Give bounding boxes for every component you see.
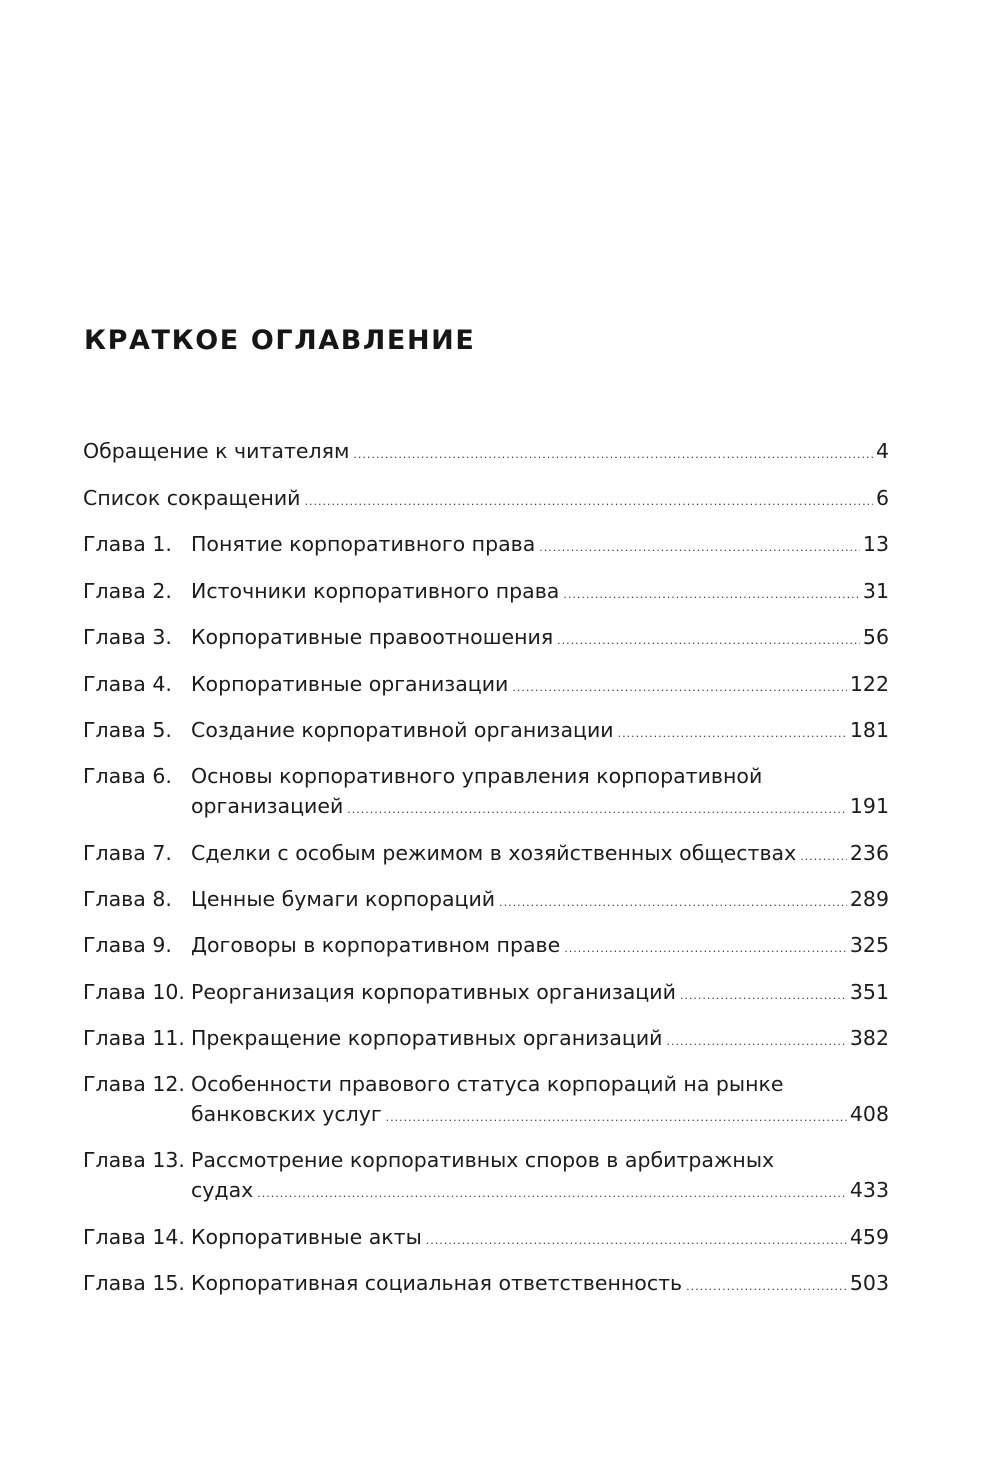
chapter-label: Глава 1.: [83, 532, 172, 556]
chapter-label: Глава 7.: [83, 841, 172, 865]
entry-title: Ценные бумаги корпораций: [191, 887, 496, 911]
leader-dots: [800, 842, 847, 872]
toc-entry-chapter-8[interactable]: [83, 884, 889, 914]
page-number: 122: [849, 672, 889, 696]
page-number: 382: [849, 1026, 889, 1050]
page-number: 181: [849, 718, 889, 742]
leader-dots: [680, 981, 847, 1011]
leader-dots: [539, 533, 860, 563]
entry-title: Корпоративная социальная ответственность: [191, 1271, 683, 1295]
page-number: 31: [862, 579, 889, 603]
leader-dots: [686, 1272, 847, 1302]
entry-title: Список сокращений: [83, 486, 301, 510]
toc-entry-chapter-3[interactable]: [83, 622, 889, 652]
chapter-label: Глава 9.: [83, 933, 172, 957]
entry-title: организацией: [191, 794, 344, 818]
chapter-label: Глава 8.: [83, 887, 172, 911]
page-number: 56: [862, 625, 889, 649]
leader-dots: [564, 934, 847, 964]
chapter-label: Глава 11.: [83, 1026, 185, 1050]
page-number: 459: [849, 1225, 889, 1249]
page-number: 6: [875, 486, 889, 510]
toc-entry-chapter-7[interactable]: [83, 838, 889, 868]
toc-entry-chapter-10[interactable]: [83, 977, 889, 1007]
entry-title: Источники корпоративного права: [191, 579, 560, 603]
toc-entry-chapter-9[interactable]: [83, 930, 889, 960]
chapter-label: Глава 5.: [83, 718, 172, 742]
page-number: 325: [849, 933, 889, 957]
entry-title: Реорганизация корпоративных организаций: [191, 980, 676, 1004]
leader-dots: [305, 487, 873, 517]
page-number: 289: [849, 887, 889, 911]
chapter-label: Глава 6.: [83, 764, 172, 788]
leader-dots: [563, 580, 860, 610]
toc-entry-chapter-11[interactable]: [83, 1023, 889, 1053]
entry-title: Создание корпоративной организации: [191, 718, 614, 742]
chapter-label: Глава 13.: [83, 1148, 185, 1172]
leader-dots: [347, 795, 847, 825]
entry-title: Понятие корпоративного права: [191, 532, 536, 556]
page-number: 4: [875, 439, 889, 463]
page-number: 351: [849, 980, 889, 1004]
toc-entry-foreword[interactable]: [83, 436, 889, 466]
entry-title-line-1: Особенности правового статуса корпораций на рынке: [191, 1072, 784, 1096]
leader-dots: [512, 673, 846, 703]
leader-dots: [257, 1179, 847, 1209]
page-number: 191: [849, 794, 889, 818]
entry-title: Корпоративные акты: [191, 1225, 422, 1249]
toc-entry-chapter-4[interactable]: [83, 669, 889, 699]
toc-entry-chapter-5[interactable]: [83, 715, 889, 745]
page-number: 433: [849, 1178, 889, 1202]
toc-entry-abbreviations[interactable]: [83, 483, 889, 513]
page-number: 503: [849, 1271, 889, 1295]
chapter-label: Глава 4.: [83, 672, 172, 696]
toc-title: КРАТКОЕ ОГЛАВЛЕНИЕ: [84, 325, 476, 356]
toc-entry-chapter-14[interactable]: [83, 1222, 889, 1252]
chapter-label: Глава 3.: [83, 625, 172, 649]
page-number: 236: [849, 841, 889, 865]
leader-dots: [667, 1027, 847, 1057]
toc-entry-chapter-2[interactable]: [83, 576, 889, 606]
chapter-label: Глава 14.: [83, 1225, 185, 1249]
toc-entry-chapter-13[interactable]: [83, 1145, 889, 1205]
chapter-label: Глава 2.: [83, 579, 172, 603]
toc-entry-chapter-15[interactable]: [83, 1268, 889, 1298]
toc-entry-chapter-6[interactable]: [83, 761, 889, 821]
leader-dots: [557, 626, 860, 656]
leader-dots: [499, 888, 847, 918]
chapter-label: Глава 10.: [83, 980, 185, 1004]
entry-title: Обращение к читателям: [83, 439, 350, 463]
entry-title: банковских услуг: [191, 1102, 382, 1126]
toc-entry-chapter-12[interactable]: [83, 1069, 889, 1129]
entry-title-line-1: Рассмотрение корпоративных споров в арбитражных: [191, 1148, 775, 1172]
leader-dots: [353, 440, 873, 470]
leader-dots: [618, 719, 847, 749]
leader-dots: [386, 1103, 847, 1133]
entry-title: Прекращение корпоративных организаций: [191, 1026, 663, 1050]
entry-title-line-1: Основы корпоративного управления корпоративной: [191, 764, 763, 788]
entry-title: Сделки с особым режимом в хозяйственных обществах: [191, 841, 797, 865]
page-number: 408: [849, 1102, 889, 1126]
page-number: 13: [862, 532, 889, 556]
entry-title: судах: [191, 1178, 254, 1202]
entry-title: Корпоративные правоотношения: [191, 625, 554, 649]
chapter-label: Глава 12.: [83, 1072, 185, 1096]
entry-title: Корпоративные организации: [191, 672, 509, 696]
toc-entry-chapter-1[interactable]: [83, 529, 889, 559]
chapter-label: Глава 15.: [83, 1271, 185, 1295]
entry-title: Договоры в корпоративном праве: [191, 933, 561, 957]
leader-dots: [426, 1226, 847, 1256]
